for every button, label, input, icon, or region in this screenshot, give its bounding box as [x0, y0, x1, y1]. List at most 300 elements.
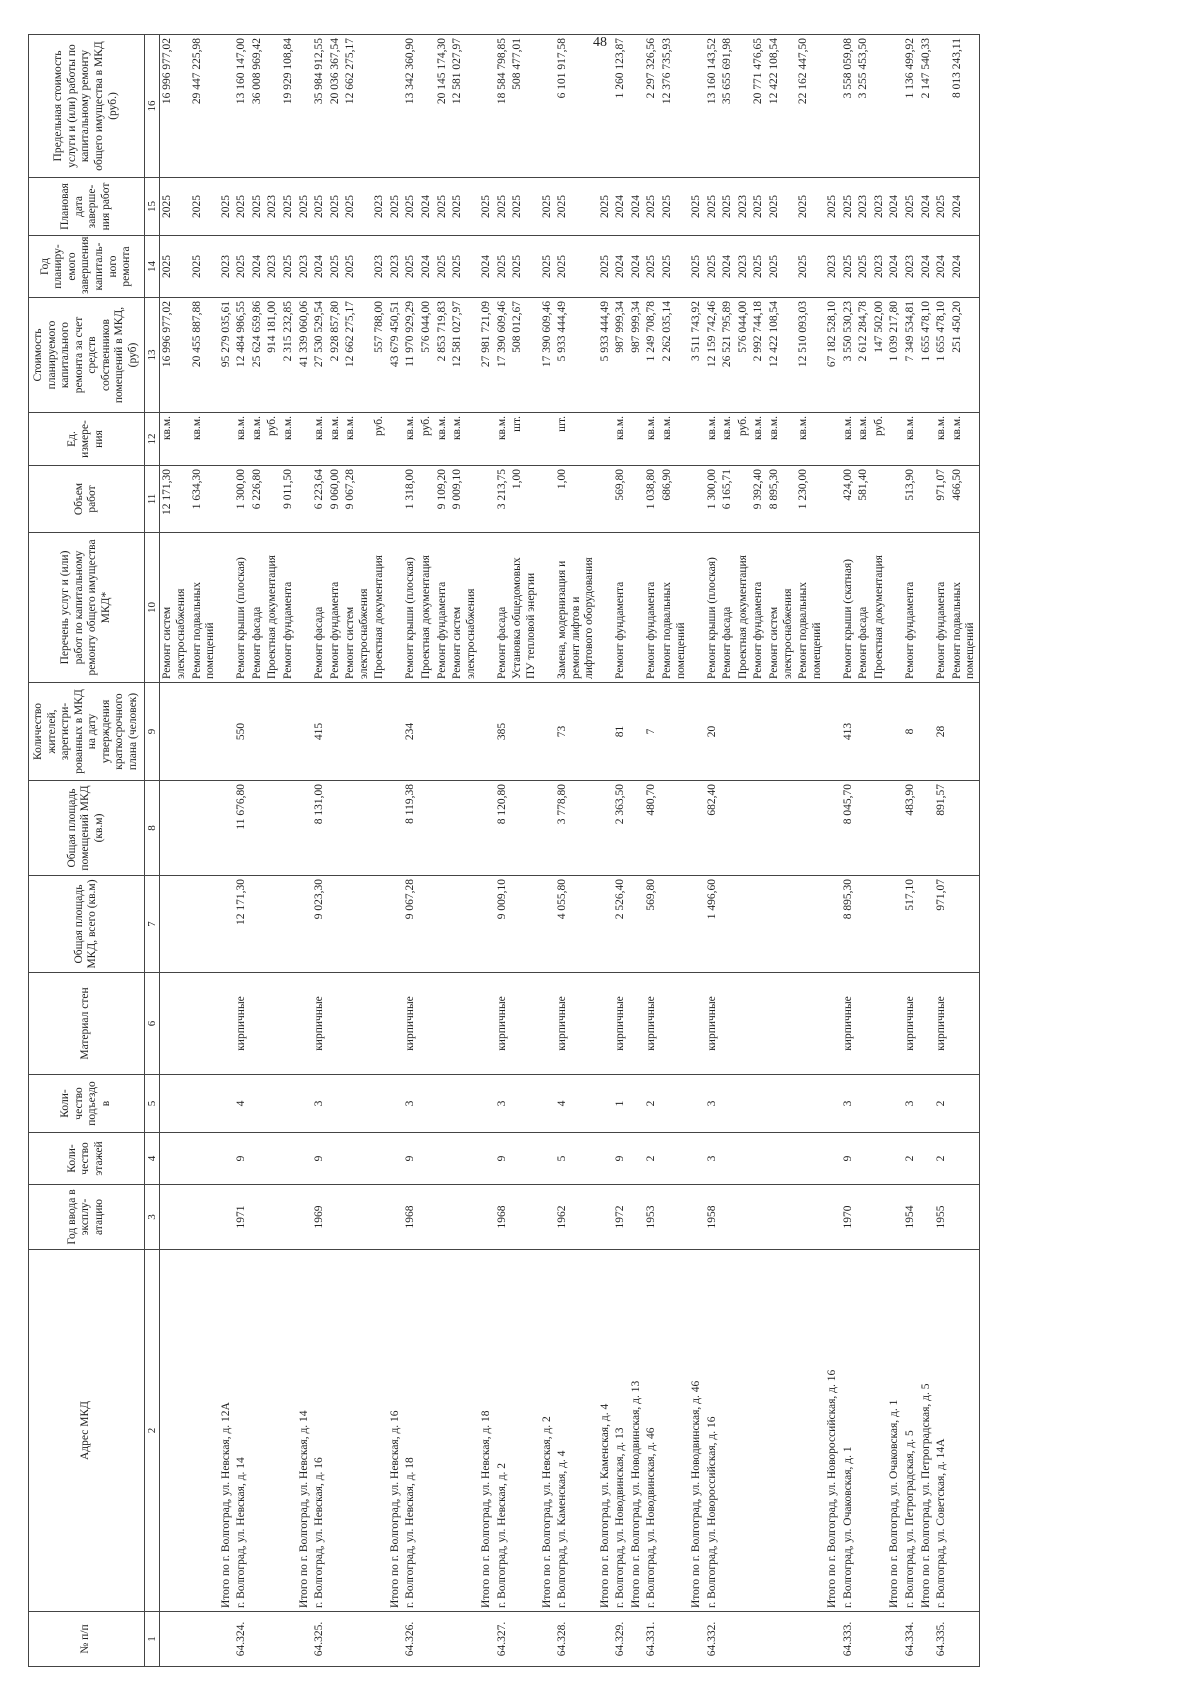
cell-wall-material: [796, 973, 825, 1075]
cell-max-cost: 2 147 540,33: [919, 35, 935, 178]
cell-residents: [435, 683, 451, 781]
cell-wall-material: [736, 973, 752, 1075]
cell-floors: [450, 1133, 479, 1185]
cell-work-type: [825, 533, 841, 683]
cell-floors: 3: [705, 1133, 721, 1185]
cell-max-cost: [479, 35, 495, 178]
cell-residents: 20: [705, 683, 721, 781]
cell-unit: кв.м.: [495, 413, 511, 466]
cell-address: [435, 1250, 451, 1612]
cell-completion-year: 2025: [160, 236, 190, 298]
cell-entrances: 3: [312, 1075, 328, 1133]
cell-work-type: [219, 533, 235, 683]
cell-row-number: 64.328.: [555, 1612, 598, 1667]
cell-unit: кв.м.: [312, 413, 328, 466]
cell-max-cost: [887, 35, 903, 178]
cell-row-number: [540, 1612, 556, 1667]
column-header-2: Адрес МКД: [29, 1250, 145, 1612]
table-row: [629, 35, 645, 1667]
cell-unit: [540, 413, 556, 466]
cell-max-cost: [540, 35, 556, 178]
cell-entrances: [250, 1075, 266, 1133]
cell-unit: [629, 413, 645, 466]
cell-floors: [872, 1133, 888, 1185]
cell-year-built: [629, 1185, 645, 1250]
cell-floors: [887, 1133, 903, 1185]
cell-total-area: 2 526,40: [613, 876, 629, 973]
cell-entrances: [796, 1075, 825, 1133]
cell-address: [872, 1250, 888, 1612]
cell-address: [767, 1250, 796, 1612]
cell-unit: кв.м.: [250, 413, 266, 466]
cell-planned-date: 2025: [841, 178, 857, 236]
cell-work-type: Ремонт крыши (плоская): [403, 533, 419, 683]
cell-volume: [887, 466, 903, 533]
cell-completion-year: 2023: [297, 236, 313, 298]
cell-wall-material: [219, 973, 235, 1075]
cell-completion-year: 2023: [372, 236, 388, 298]
cell-residents: [856, 683, 872, 781]
table-row: [343, 35, 372, 1667]
table-row: [736, 35, 752, 1667]
cell-planned-cost: 557 788,00: [372, 298, 388, 413]
cell-row-number: [919, 1612, 935, 1667]
cell-floors: [660, 1133, 689, 1185]
cell-planned-date: 2024: [613, 178, 629, 236]
cell-premises-area: [689, 781, 705, 876]
cell-total-area: [825, 876, 841, 973]
cell-year-built: [281, 1185, 297, 1250]
cell-year-built: [190, 1185, 219, 1250]
cell-total-area: [510, 876, 539, 973]
cell-residents: 81: [613, 683, 629, 781]
cell-residents: [388, 683, 404, 781]
table-row: [919, 35, 935, 1667]
cell-row-number: 64.325.: [312, 1612, 328, 1667]
cell-wall-material: [479, 973, 495, 1075]
cell-floors: [720, 1133, 736, 1185]
cell-floors: [419, 1133, 435, 1185]
cell-entrances: [219, 1075, 235, 1133]
cell-entrances: [160, 1075, 190, 1133]
cell-premises-area: 3 778,80: [555, 781, 598, 876]
cell-planned-cost: 576 044,00: [736, 298, 752, 413]
cell-planned-cost: 43 679 450,51: [388, 298, 404, 413]
cell-floors: [219, 1133, 235, 1185]
cell-address: [281, 1250, 297, 1612]
cell-work-type: Проектная документация: [872, 533, 888, 683]
cell-floors: 9: [495, 1133, 511, 1185]
cell-wall-material: [372, 973, 388, 1075]
cell-wall-material: [190, 973, 219, 1075]
column-header-4: Коли-чество этажей: [29, 1133, 145, 1185]
cell-residents: [720, 683, 736, 781]
cell-row-number: [689, 1612, 705, 1667]
cell-volume: [419, 466, 435, 533]
cell-row-number: [450, 1612, 479, 1667]
table-row: [660, 35, 689, 1667]
cell-completion-year: 2025: [328, 236, 344, 298]
cell-floors: 2: [644, 1133, 660, 1185]
column-number: 16: [144, 35, 160, 178]
cell-volume: [388, 466, 404, 533]
cell-residents: [479, 683, 495, 781]
cell-premises-area: [328, 781, 344, 876]
cell-residents: [796, 683, 825, 781]
cell-row-number: [297, 1612, 313, 1667]
cell-premises-area: 891,57: [934, 781, 950, 876]
cell-entrances: 4: [555, 1075, 598, 1133]
cell-residents: [751, 683, 767, 781]
cell-row-number: 64.326.: [403, 1612, 419, 1667]
cell-row-number: 64.329.: [613, 1612, 629, 1667]
cell-residents: [265, 683, 281, 781]
cell-row-number: [660, 1612, 689, 1667]
cell-planned-date: 2024: [419, 178, 435, 236]
cell-total-area: [767, 876, 796, 973]
cell-residents: 73: [555, 683, 598, 781]
cell-year-built: [767, 1185, 796, 1250]
table-row: [250, 35, 266, 1667]
cell-planned-date: 2025: [388, 178, 404, 236]
cell-entrances: [372, 1075, 388, 1133]
cell-total-area: [250, 876, 266, 973]
cell-year-built: [887, 1185, 903, 1250]
cell-wall-material: кирпичные: [613, 973, 629, 1075]
cell-unit: кв.м.: [705, 413, 721, 466]
cell-wall-material: [856, 973, 872, 1075]
cell-wall-material: [250, 973, 266, 1075]
cell-completion-year: 2025: [540, 236, 556, 298]
cell-premises-area: [720, 781, 736, 876]
cell-volume: 971,07: [934, 466, 950, 533]
column-header-12: Ед. измере-ния: [29, 413, 145, 466]
table-row: [689, 35, 705, 1667]
cell-completion-year: 2023: [903, 236, 919, 298]
cell-unit: кв.м.: [950, 413, 980, 466]
cell-planned-date: 2025: [689, 178, 705, 236]
cell-max-cost: 13 342 360,90: [403, 35, 419, 178]
cell-residents: 8: [903, 683, 919, 781]
cell-wall-material: [767, 973, 796, 1075]
cell-planned-date: 2025: [751, 178, 767, 236]
cell-work-type: Ремонт крыши (скатная): [841, 533, 857, 683]
cell-year-built: [160, 1185, 190, 1250]
cell-max-cost: 13 160 147,00: [234, 35, 250, 178]
cell-completion-year: 2025: [343, 236, 372, 298]
column-header-15: Плановая дата заверше-ния работ: [29, 178, 145, 236]
cell-entrances: [751, 1075, 767, 1133]
cell-max-cost: 8 013 243,11: [950, 35, 980, 178]
cell-address: [265, 1250, 281, 1612]
cell-entrances: 2: [644, 1075, 660, 1133]
cell-completion-year: 2024: [720, 236, 736, 298]
cell-row-number: [872, 1612, 888, 1667]
cell-premises-area: [281, 781, 297, 876]
cell-year-built: [450, 1185, 479, 1250]
cell-volume: 1 038,80: [644, 466, 660, 533]
cell-residents: [629, 683, 645, 781]
cell-planned-cost: 27 530 529,54: [312, 298, 328, 413]
cell-planned-cost: 2 262 035,14: [660, 298, 689, 413]
cell-wall-material: [720, 973, 736, 1075]
cell-row-number: [250, 1612, 266, 1667]
table-row: [495, 35, 511, 1667]
cell-total-area: [328, 876, 344, 973]
cell-unit: руб.: [736, 413, 752, 466]
cell-completion-year: 2024: [950, 236, 980, 298]
cell-floors: [388, 1133, 404, 1185]
cell-planned-date: 2025: [403, 178, 419, 236]
column-header-9: Количество жителей, зарегистри-рованных в МКД на дату утверждения краткосрочного плана (человек): [29, 683, 145, 781]
cell-premises-area: [160, 781, 190, 876]
cell-work-type: Проектная документация: [372, 533, 388, 683]
cell-planned-date: 2025: [934, 178, 950, 236]
cell-volume: 3 213,75: [495, 466, 511, 533]
cell-work-type: [297, 533, 313, 683]
cell-row-number: [479, 1612, 495, 1667]
cell-premises-area: [736, 781, 752, 876]
cell-year-built: 1971: [234, 1185, 250, 1250]
cell-premises-area: [510, 781, 539, 876]
cell-wall-material: кирпичные: [555, 973, 598, 1075]
cell-floors: 9: [312, 1133, 328, 1185]
cell-row-number: [510, 1612, 539, 1667]
cell-entrances: [265, 1075, 281, 1133]
table-row: [796, 35, 825, 1667]
cell-volume: 1 230,00: [796, 466, 825, 533]
cell-residents: [419, 683, 435, 781]
cell-max-cost: 22 162 447,50: [796, 35, 825, 178]
cell-total-area: [796, 876, 825, 973]
cell-year-built: [297, 1185, 313, 1250]
table-row: [950, 35, 980, 1667]
cell-unit: [219, 413, 235, 466]
cell-volume: 6 165,71: [720, 466, 736, 533]
cell-address: г. Волгоград, ул. Невская, д. 18: [403, 1250, 419, 1612]
cell-entrances: [887, 1075, 903, 1133]
cell-planned-cost: 1 655 478,10: [919, 298, 935, 413]
cell-max-cost: [265, 35, 281, 178]
cell-residents: [598, 683, 614, 781]
cell-year-built: [736, 1185, 752, 1250]
cell-premises-area: [872, 781, 888, 876]
cell-floors: [629, 1133, 645, 1185]
cell-wall-material: [689, 973, 705, 1075]
cell-residents: [950, 683, 980, 781]
cell-unit: кв.м.: [435, 413, 451, 466]
cell-floors: 5: [555, 1133, 598, 1185]
cell-volume: 513,90: [903, 466, 919, 533]
cell-planned-date: 2023: [372, 178, 388, 236]
cell-year-built: [540, 1185, 556, 1250]
cell-entrances: [825, 1075, 841, 1133]
cell-completion-year: 2025: [598, 236, 614, 298]
cell-max-cost: 12 662 275,17: [343, 35, 372, 178]
column-header-6: Материал стен: [29, 973, 145, 1075]
cell-completion-year: 2025: [403, 236, 419, 298]
cell-completion-year: 2023: [736, 236, 752, 298]
cell-address: [343, 1250, 372, 1612]
table-row: [856, 35, 872, 1667]
cell-entrances: 3: [495, 1075, 511, 1133]
table-row: [297, 35, 313, 1667]
cell-year-built: [265, 1185, 281, 1250]
cell-floors: 9: [403, 1133, 419, 1185]
cell-year-built: 1972: [613, 1185, 629, 1250]
cell-max-cost: 29 447 225,98: [190, 35, 219, 178]
cell-completion-year: 2025: [660, 236, 689, 298]
table-row: [903, 35, 919, 1667]
cell-max-cost: 3 255 453,50: [856, 35, 872, 178]
cell-work-type: Ремонт систем электроснабжения: [767, 533, 796, 683]
cell-residents: [219, 683, 235, 781]
cell-planned-date: 2025: [234, 178, 250, 236]
cell-planned-date: 2025: [903, 178, 919, 236]
cell-max-cost: [297, 35, 313, 178]
cell-volume: 1,00: [510, 466, 539, 533]
cell-row-number: [887, 1612, 903, 1667]
cell-row-number: [160, 1612, 190, 1667]
cell-wall-material: [751, 973, 767, 1075]
cell-row-number: [265, 1612, 281, 1667]
cell-completion-year: 2024: [419, 236, 435, 298]
cell-premises-area: [372, 781, 388, 876]
cell-floors: [598, 1133, 614, 1185]
cell-wall-material: [160, 973, 190, 1075]
cell-volume: 9 009,10: [450, 466, 479, 533]
column-number: 1: [144, 1612, 160, 1667]
cell-volume: 466,50: [950, 466, 980, 533]
cell-row-number: [825, 1612, 841, 1667]
table-row: [555, 35, 598, 1667]
cell-max-cost: [689, 35, 705, 178]
column-number: 9: [144, 683, 160, 781]
cell-total-area: 12 171,30: [234, 876, 250, 973]
cell-year-built: [598, 1185, 614, 1250]
cell-floors: [265, 1133, 281, 1185]
cell-total-area: [872, 876, 888, 973]
cell-planned-cost: 11 970 929,29: [403, 298, 419, 413]
cell-address: [328, 1250, 344, 1612]
cell-volume: 581,40: [856, 466, 872, 533]
cell-entrances: 2: [934, 1075, 950, 1133]
cell-max-cost: 1 260 123,87: [613, 35, 629, 178]
cell-completion-year: 2025: [841, 236, 857, 298]
cell-residents: [328, 683, 344, 781]
cell-address: г. Волгоград, ул. Новодвинская, д. 13: [613, 1250, 629, 1612]
cell-max-cost: 35 984 912,55: [312, 35, 328, 178]
cell-work-type: Ремонт подвальных помещений: [190, 533, 219, 683]
cell-work-type: Ремонт фасада: [720, 533, 736, 683]
cell-address: [419, 1250, 435, 1612]
cell-completion-year: 2025: [510, 236, 539, 298]
cell-work-type: [689, 533, 705, 683]
cell-residents: [919, 683, 935, 781]
column-header-1: № п/п: [29, 1612, 145, 1667]
cell-floors: [510, 1133, 539, 1185]
cell-total-area: [219, 876, 235, 973]
cell-premises-area: [629, 781, 645, 876]
cell-wall-material: [510, 973, 539, 1075]
cell-completion-year: 2024: [479, 236, 495, 298]
cell-residents: 550: [234, 683, 250, 781]
cell-completion-year: 2025: [796, 236, 825, 298]
cell-volume: 1 300,00: [705, 466, 721, 533]
cell-work-type: Ремонт фундамента: [644, 533, 660, 683]
cell-premises-area: [190, 781, 219, 876]
cell-planned-cost: 12 581 027,97: [450, 298, 479, 413]
cell-row-number: [629, 1612, 645, 1667]
cell-premises-area: 8 119,38: [403, 781, 419, 876]
cell-unit: шт.: [510, 413, 539, 466]
cell-planned-cost: 12 484 986,55: [234, 298, 250, 413]
cell-floors: 2: [934, 1133, 950, 1185]
cell-year-built: [388, 1185, 404, 1250]
cell-total-area: [435, 876, 451, 973]
cell-unit: [598, 413, 614, 466]
cell-premises-area: [265, 781, 281, 876]
cell-work-type: [598, 533, 614, 683]
cell-work-type: [388, 533, 404, 683]
cell-unit: кв.м.: [644, 413, 660, 466]
cell-unit: кв.м.: [613, 413, 629, 466]
cell-year-built: [660, 1185, 689, 1250]
cell-total-area: [887, 876, 903, 973]
cell-address: Итого по г. Волгоград, ул. Новодвинская, д. 13: [629, 1250, 645, 1612]
cell-total-area: [388, 876, 404, 973]
cell-row-number: 64.334.: [903, 1612, 919, 1667]
table-row: [705, 35, 721, 1667]
cell-wall-material: [419, 973, 435, 1075]
cell-floors: 9: [613, 1133, 629, 1185]
cell-residents: [281, 683, 297, 781]
cell-entrances: [919, 1075, 935, 1133]
cell-year-built: [219, 1185, 235, 1250]
cell-completion-year: 2024: [919, 236, 935, 298]
cell-floors: 9: [234, 1133, 250, 1185]
cell-completion-year: 2023: [388, 236, 404, 298]
table-row: [328, 35, 344, 1667]
cell-planned-date: 2023: [856, 178, 872, 236]
cell-address: [190, 1250, 219, 1612]
cell-planned-cost: 5 933 444,49: [555, 298, 598, 413]
cell-planned-cost: 12 422 108,54: [767, 298, 796, 413]
cell-year-built: 1953: [644, 1185, 660, 1250]
cell-volume: 12 171,30: [160, 466, 190, 533]
column-number: 2: [144, 1250, 160, 1612]
cell-work-type: Ремонт систем электроснабжения: [343, 533, 372, 683]
cell-planned-date: 2025: [720, 178, 736, 236]
cell-address: [856, 1250, 872, 1612]
cell-year-built: 1958: [705, 1185, 721, 1250]
table-row: [190, 35, 219, 1667]
cell-planned-cost: 2 612 284,78: [856, 298, 872, 413]
cell-planned-cost: 17 390 609,46: [540, 298, 556, 413]
cell-row-number: [328, 1612, 344, 1667]
cell-floors: 9: [841, 1133, 857, 1185]
cell-residents: [736, 683, 752, 781]
cell-row-number: [796, 1612, 825, 1667]
cell-premises-area: [343, 781, 372, 876]
cell-wall-material: [540, 973, 556, 1075]
cell-total-area: [856, 876, 872, 973]
cell-address: [160, 1250, 190, 1612]
cell-floors: [479, 1133, 495, 1185]
cell-total-area: [297, 876, 313, 973]
table-row: [751, 35, 767, 1667]
cell-residents: [825, 683, 841, 781]
